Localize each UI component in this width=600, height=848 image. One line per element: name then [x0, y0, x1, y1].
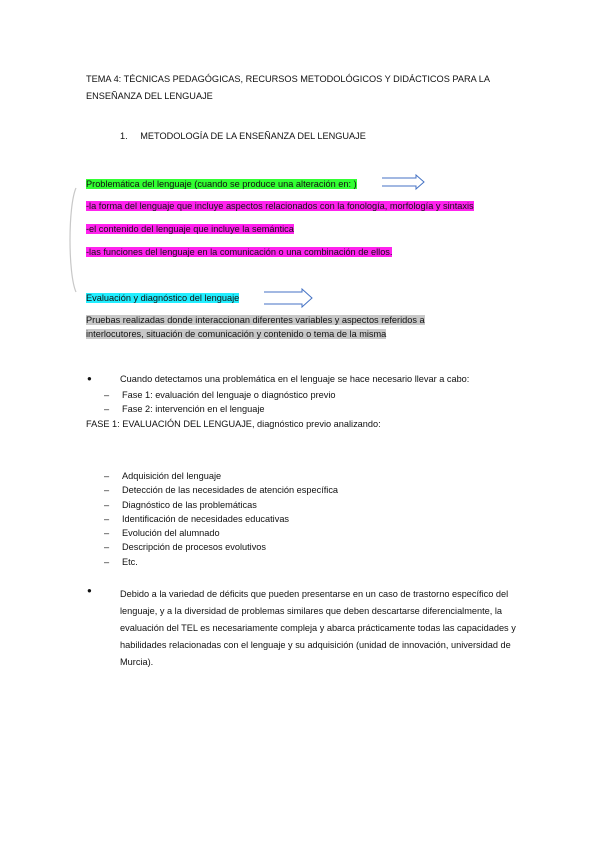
bracket-line	[66, 186, 78, 294]
problematica-item: -el contenido del lenguaje que incluye la semántica	[86, 224, 294, 234]
problematica-item: -la forma del lenguaje que incluye aspectos relacionados con la fonología, morfología y sintaxis	[86, 201, 474, 211]
list-item: – Identificación de necesidades educativas	[122, 512, 338, 526]
evaluacion-heading: Evaluación y diagnóstico del lenguaje	[86, 293, 240, 303]
section-number: 1.	[120, 131, 128, 141]
dash-icon: –	[104, 499, 110, 510]
fase1-heading: FASE 1: EVALUACIÓN DEL LENGUAJE, diagnóstico previo analizando:	[86, 419, 381, 429]
dash-icon: –	[104, 556, 110, 567]
list-item: – Fase 2: intervención en el lenguaje	[104, 404, 265, 414]
list-item: – Diagnóstico de las problemáticas	[122, 498, 338, 512]
list-item: – Detección de las necesidades de atención específica	[122, 483, 338, 497]
list-item: – Etc.	[122, 555, 338, 569]
dash-icon: –	[104, 513, 110, 524]
dash-icon: –	[104, 485, 110, 496]
evaluacion-text-line: interlocutores, situación de comunicación y contenido o tema de la misma	[86, 329, 387, 339]
problematica-heading: Problemática del lenguaje (cuando se produce una alteración en: )	[86, 179, 357, 189]
bullet-icon: ●	[87, 374, 92, 383]
dash-icon: –	[104, 404, 110, 414]
bullet-list	[87, 586, 540, 671]
dash-icon: –	[104, 471, 110, 481]
document-title: TEMA 4: TÉCNICAS PEDAGÓGICAS, RECURSOS METODOLÓGICOS Y DIDÁCTICOS PARA LA ENSEÑANZA DEL LENGUAJE	[86, 74, 490, 101]
list-item: – Fase 1: evaluación del lenguaje o diagnóstico previo	[104, 390, 336, 400]
list-item: ● Debido a la variedad de déficits que pueden presentarse en un caso de trastorno específico del lenguaje, y a la diversidad de problemas similares que deben descartarse diferencialmente, la evaluación del TEL es necesariamente compleja y abarca prácticamente todas las capacidades y habilidades relacionadas con el lenguaje y su adquisición (unidad de innovación, universidad de Murcia).	[87, 586, 516, 667]
section-title: METODOLOGÍA DE LA ENSEÑANZA DEL LENGUAJE	[140, 131, 366, 141]
dash-icon: –	[104, 390, 110, 400]
fase1-list	[104, 469, 339, 569]
bullet-icon: ●	[87, 586, 92, 595]
list-item: – Adquisición del lenguaje	[122, 469, 338, 483]
list-item: – Evolución del alumnado	[122, 526, 338, 540]
phase-list	[104, 388, 336, 416]
arrow-icon	[262, 288, 318, 314]
bullet-list	[87, 374, 470, 384]
evaluacion-text-line: Pruebas realizadas donde interaccionan diferentes variables y aspectos referidos a	[86, 315, 425, 325]
section-heading	[120, 131, 366, 141]
dash-icon: –	[104, 542, 110, 553]
list-item: – Descripción de procesos evolutivos	[122, 540, 338, 554]
problematica-item: -las funciones del lenguaje en la comunicación o una combinación de ellos.	[86, 247, 393, 257]
arrow-icon	[380, 174, 426, 194]
dash-icon: –	[104, 528, 110, 539]
list-item: ● Cuando detectamos una problemática en el lenguaje se hace necesario llevar a cabo:	[87, 374, 470, 384]
